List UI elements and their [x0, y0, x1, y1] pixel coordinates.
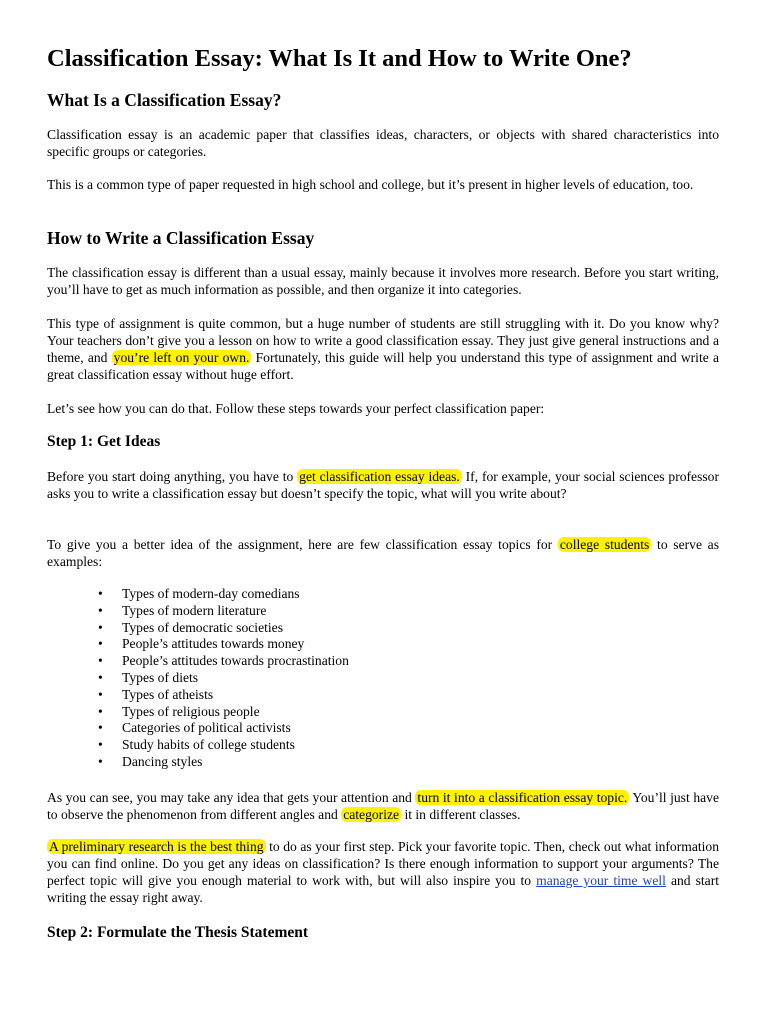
manage-time-link[interactable]: manage your time well — [536, 873, 666, 888]
list-item-text: Types of diets — [122, 669, 199, 685]
list-item-text: Types of atheists — [122, 686, 214, 702]
list-item-text: Types of religious people — [122, 703, 260, 719]
step-heading-thesis: Step 2: Formulate the Thesis Statement — [47, 924, 309, 941]
text-run: To give you a better idea of the assignment, here are few classification essay topics for — [47, 537, 558, 552]
text-run: to serve as examples: — [47, 537, 719, 569]
list-item-text: Dancing styles — [122, 753, 203, 769]
list-item — [98, 620, 349, 637]
paragraph — [47, 536, 719, 570]
list-item — [98, 754, 349, 771]
bullet: • — [98, 586, 103, 601]
list-item — [98, 720, 349, 737]
text-run: If, for example, your social sciences professor asks you to write a classification essay but doesn’t specify the topic, what will you write about? — [47, 469, 719, 501]
bullet: • — [98, 636, 103, 652]
list-item — [98, 636, 349, 653]
list-item-text: Categories of political activists — [122, 720, 291, 736]
highlighted-text: you’re left on your own. — [113, 350, 250, 365]
text-run: Fortunately, this guide will help you understand this type of assignment and write a great classification essay without huge effort. — [47, 350, 719, 382]
paragraph: The classification essay is different than a usual essay, mainly because it involves more research. Before you start writing, you’ll have to get as much information as possible, and then organize it into categories. — [47, 265, 719, 297]
list-item-text: People’s attitudes towards procrastination — [122, 653, 349, 669]
step-heading-get-ideas: Step 1: Get Ideas — [47, 433, 161, 450]
section-heading-what-is: What Is a Classification Essay? — [47, 90, 282, 110]
text-run: to do as your first step. Pick your favorite topic. Then, check out what information you can find online. Do you get any ideas on classification? Is there enough information to support your arguments? The perfect topic will give you enough material to work with, but will also inspire you to — [47, 839, 719, 888]
list-item — [98, 586, 349, 603]
highlighted-text: turn it into a classification essay topic. — [417, 790, 628, 805]
bullet: • — [98, 669, 103, 685]
bullet: • — [98, 619, 103, 635]
paragraph — [47, 315, 719, 383]
paragraph — [47, 789, 719, 823]
list-item-text: Types of modern-day comedians — [122, 586, 300, 601]
text-run: This type of assignment is quite common, but a huge number of students are still struggling with it. Do you know why? Your teachers don’t give you a lesson on how to write a good classification essay. They just give general instructions and a theme, and — [47, 316, 719, 365]
list-item — [98, 687, 349, 704]
bullet: • — [98, 703, 103, 719]
text-run: As you can see, you may take any idea that gets your attention and — [47, 790, 416, 805]
list-item — [98, 603, 349, 620]
list-item — [98, 704, 349, 721]
bullet: • — [98, 653, 103, 669]
text-run: Before you start doing anything, you have to — [47, 469, 298, 484]
text-run: You’ll just have to observe the phenomenon from different angles and — [47, 790, 719, 822]
paragraph — [47, 838, 719, 906]
text-run: and start writing the essay right away. — [47, 873, 720, 905]
paragraph: Let’s see how you can do that. Follow these steps towards your perfect classification paper: — [47, 401, 545, 416]
topic-list — [98, 586, 349, 771]
paragraph: This is a common type of paper requested in high school and college, but it’s present in higher levels of education, too. — [47, 177, 694, 192]
list-item-text: Types of democratic societies — [122, 619, 283, 635]
list-item-text: Types of modern literature — [122, 602, 267, 618]
highlighted-text: get classification essay ideas. — [299, 469, 460, 484]
bullet: • — [98, 602, 103, 618]
bullet: • — [98, 753, 103, 769]
list-item — [98, 653, 349, 670]
bullet: • — [98, 686, 103, 702]
paragraph — [47, 468, 719, 502]
page-title: Classification Essay: What Is It and How to Write One? — [47, 45, 632, 72]
paragraph: Classification essay is an academic paper that classifies ideas, characters, or objects with shared characteristics into specific groups or categories. — [47, 127, 719, 159]
list-item — [98, 737, 349, 754]
list-item-text: Study habits of college students — [122, 737, 295, 753]
list-item — [98, 670, 349, 687]
text-run: it in different classes. — [401, 807, 521, 822]
highlighted-text: A preliminary research is the best thing — [49, 839, 264, 854]
list-item-text: People’s attitudes towards money — [122, 636, 305, 652]
highlighted-text: college students — [559, 537, 650, 552]
bullet: • — [98, 737, 103, 753]
bullet: • — [98, 720, 103, 736]
highlighted-text: categorize — [343, 807, 400, 822]
section-heading-how-to-write: How to Write a Classification Essay — [47, 228, 315, 248]
